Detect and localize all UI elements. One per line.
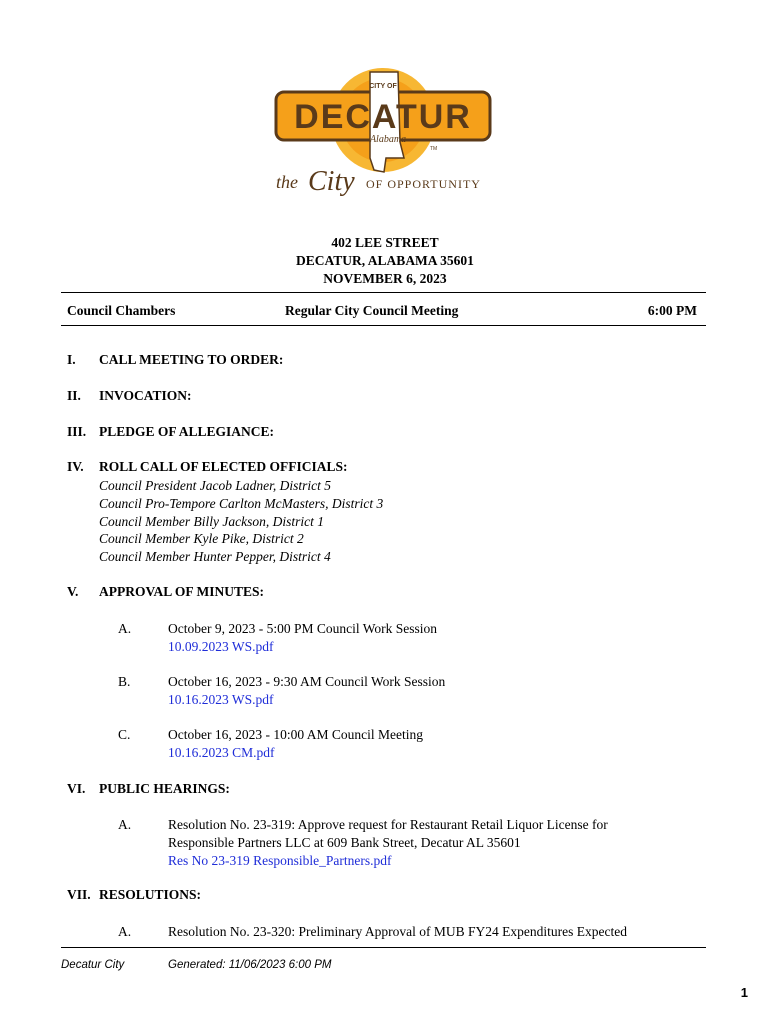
section-title: ROLL CALL OF ELECTED OFFICIALS: [99,459,348,474]
section-number: VI. [67,781,86,796]
meeting-time: 6:00 PM [647,303,697,318]
minutes-pdf-link[interactable]: 10.16.2023 CM.pdf [168,745,275,760]
section-title: PLEDGE OF ALLEGIANCE: [99,424,275,439]
logo-state: Alabama [369,134,407,145]
header-divider [61,292,706,293]
minutes-pdf-link[interactable]: 10.09.2023 WS.pdf [168,639,274,654]
official-name: Council Member Billy Jackson, District 1 [99,513,324,529]
meeting-date: NOVEMBER 6, 2023 [323,271,447,286]
section-number: I. [67,352,76,367]
section-heading [67,887,201,903]
logo-tagline-city: City [308,166,355,197]
section-title: CALL MEETING TO ORDER: [99,352,284,367]
logo-tagline-the: the [276,172,298,192]
official-name: Council Member Kyle Pike, District 2 [99,531,304,547]
section-number: VII. [67,887,91,902]
city-logo [258,62,508,212]
logo-tagline-rest: OF OPPORTUNITY [366,177,481,191]
item-text: Resolution No. 23-319: Approve request for Restaurant Retail Liquor License for [168,817,608,832]
section-number: V. [67,584,79,599]
meeting-info-divider [61,325,706,326]
section-number: III. [67,424,87,439]
official-name: Council Pro-Tempore Carlton McMasters, District 3 [99,495,384,511]
section-heading [67,388,191,404]
footer-org: Decatur City [61,959,125,971]
section-heading [67,352,283,368]
section-title: PUBLIC HEARINGS: [99,781,230,796]
logo-tm: TM [430,146,438,152]
item-text: Responsible Partners LLC at 609 Bank Street, Decatur AL 35601 [168,835,521,850]
section-number: II. [67,388,81,403]
item-letter: C. [118,727,131,742]
section-heading [67,459,348,475]
meeting-info-row [67,303,697,319]
logo-name: DECATUR [294,98,472,136]
section-heading [67,781,230,797]
section-title: INVOCATION: [99,388,192,403]
section-title: APPROVAL OF MINUTES: [99,584,265,599]
item-letter: A. [118,924,132,939]
meeting-type: Regular City Council Meeting [285,303,459,318]
item-letter: A. [118,621,132,636]
section-number: IV. [67,459,84,474]
footer-divider [61,947,706,948]
item-text: October 9, 2023 - 5:00 PM Council Work Session [168,621,438,636]
section-title: RESOLUTIONS: [99,887,202,902]
officials-list [99,477,383,566]
address-block [0,234,770,288]
meeting-location: Council Chambers [67,303,176,318]
item-text: October 16, 2023 - 10:00 AM Council Meeting [168,727,423,742]
item-text: October 16, 2023 - 9:30 AM Council Work Session [168,674,446,689]
section-heading [67,424,274,440]
page-number: 1 [740,985,748,1000]
official-name: Council President Jacob Ladner, District 5 [99,478,331,493]
item-text: Resolution No. 23-320: Preliminary Approval of MUB FY24 Expenditures Expected [168,924,627,939]
logo-city-of: CITY OF [369,83,397,90]
official-name: Council Member Hunter Pepper, District 4 [99,549,331,565]
city-state: DECATUR, ALABAMA 35601 [296,253,474,268]
footer-generated: Generated: 11/06/2023 6:00 PM [168,959,332,971]
street-address: 402 LEE STREET [331,235,439,250]
minutes-pdf-link[interactable]: 10.16.2023 WS.pdf [168,692,274,707]
item-letter: B. [118,674,131,689]
section-heading [67,584,264,600]
resolution-pdf-link[interactable]: Res No 23-319 Responsible_Partners.pdf [168,853,392,868]
item-letter: A. [118,817,132,832]
